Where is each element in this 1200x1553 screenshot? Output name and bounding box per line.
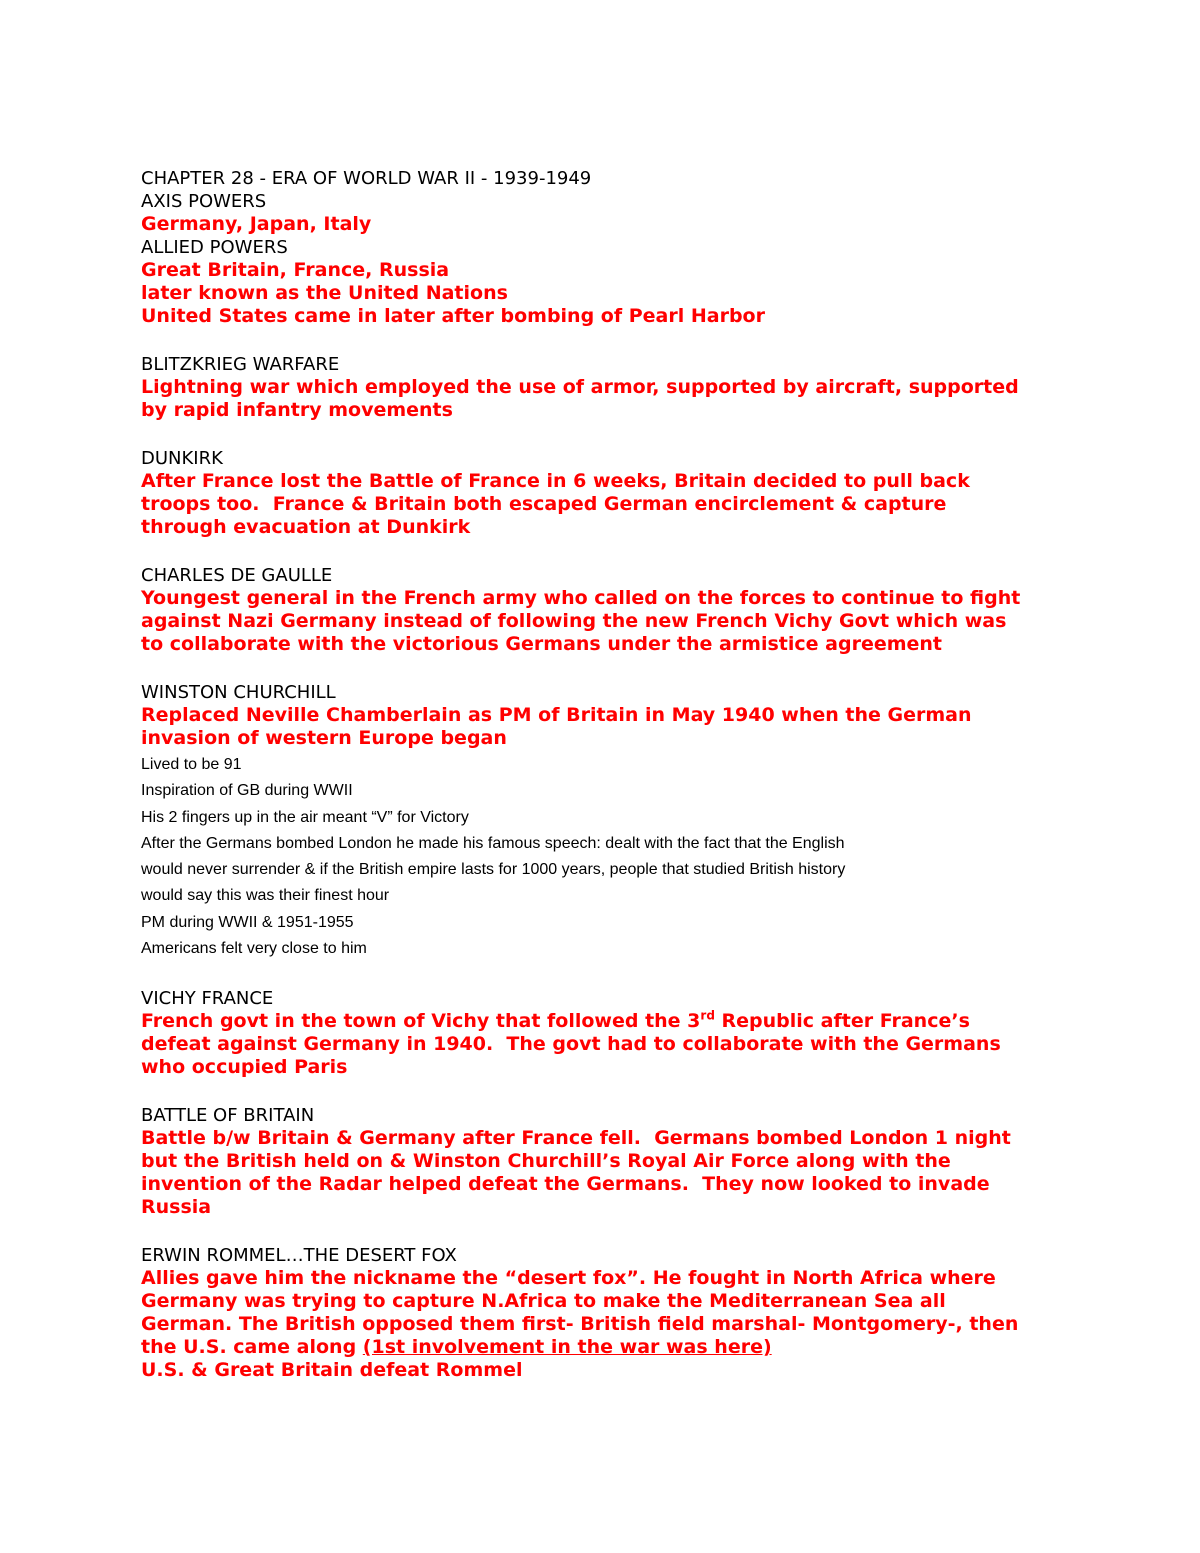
axis-line: Germany, Japan, Italy xyxy=(141,213,372,235)
vichy-line-part: Republic after France’s xyxy=(714,1010,970,1033)
rommel-line-part: the U.S. came along xyxy=(141,1336,363,1359)
churchill-note: would say this was their finest hour xyxy=(141,887,390,905)
churchill-note: PM during WWII & 1951-1955 xyxy=(141,913,354,931)
section-vichy xyxy=(141,962,1081,1079)
rommel-underlined-text: (1st involvement in the war was here) xyxy=(362,1336,772,1359)
section-de-gaulle xyxy=(141,539,1081,656)
degaulle-line: to collaborate with the victorious Germans under the armistice agreement xyxy=(141,633,943,655)
churchill-line: invasion of western Europe began xyxy=(141,727,507,749)
churchill-note: His 2 fingers up in the air meant “V” for Victory xyxy=(141,808,469,826)
rommel-line xyxy=(141,1336,1081,1359)
britain-heading: BATTLE OF BRITAIN xyxy=(141,1105,315,1127)
section-rommel xyxy=(141,1219,1081,1382)
section-churchill xyxy=(141,656,1081,962)
rommel-line: Allies gave him the nickname the “desert fox”. He fought in North Africa where xyxy=(141,1267,996,1290)
rommel-line: German. The British opposed them first- British field marshal- Montgomery-, then xyxy=(141,1313,1019,1336)
section-battle-of-britain xyxy=(141,1079,1081,1219)
allied-line: United States came in later after bombing of Pearl Harbor xyxy=(141,305,765,327)
vichy-line-part: French govt in the town of Vichy that followed the 3 xyxy=(141,1010,701,1033)
churchill-note: Inspiration of GB during WWII xyxy=(141,782,353,800)
britain-line: Battle b/w Britain & Germany after France fell. Germans bombed London 1 night xyxy=(141,1127,1011,1150)
churchill-line: Replaced Neville Chamberlain as PM of Britain in May 1940 when the German xyxy=(141,704,972,726)
allied-line: Great Britain, France, Russia xyxy=(141,259,450,281)
allied-heading: ALLIED POWERS xyxy=(141,237,288,258)
churchill-heading: WINSTON CHURCHILL xyxy=(141,682,336,703)
document-page xyxy=(141,167,1081,1382)
vichy-line: who occupied Paris xyxy=(141,1056,348,1079)
dunkirk-line: After France lost the Battle of France in 6 weeks, Britain decided to pull back xyxy=(141,470,970,492)
blitzkrieg-line: Lightning war which employed the use of armor, supported by aircraft, supported xyxy=(141,376,1019,398)
britain-line: but the British held on & Winston Churchill’s Royal Air Force along with the xyxy=(141,1150,951,1173)
chapter-title: CHAPTER 28 - ERA OF WORLD WAR II - 1939-1949 xyxy=(141,168,592,189)
rommel-line: U.S. & Great Britain defeat Rommel xyxy=(141,1359,523,1382)
degaulle-line: against Nazi Germany instead of following the new French Vichy Govt which was xyxy=(141,610,1007,632)
vichy-line xyxy=(141,1010,1081,1033)
churchill-note: After the Germans bombed London he made his famous speech: dealt with the fact that the English xyxy=(141,834,845,852)
vichy-line: defeat against Germany in 1940. The govt had to collaborate with the Germans xyxy=(141,1033,1001,1056)
blitzkrieg-line: by rapid infantry movements xyxy=(141,399,453,421)
churchill-note: Lived to be 91 xyxy=(141,756,242,773)
vichy-superscript: rd xyxy=(700,1009,715,1024)
blitzkrieg-heading: BLITZKRIEG WARFARE xyxy=(141,354,340,375)
axis-heading: AXIS POWERS xyxy=(141,191,267,212)
dunkirk-line: troops too. France & Britain both escaped German encirclement & capture xyxy=(141,493,947,515)
rommel-heading: ERWIN ROMMEL…THE DESERT FOX xyxy=(141,1245,457,1267)
vichy-heading: VICHY FRANCE xyxy=(141,988,274,1010)
section-intro xyxy=(141,167,1081,328)
section-blitzkrieg xyxy=(141,328,1081,422)
britain-line: invention of the Radar helped defeat the Germans. They now looked to invade xyxy=(141,1173,990,1196)
churchill-note: would never surrender & if the British empire lasts for 1000 years, people that studied British history xyxy=(141,861,846,879)
degaulle-heading: CHARLES DE GAULLE xyxy=(141,565,333,586)
section-dunkirk xyxy=(141,422,1081,539)
dunkirk-heading: DUNKIRK xyxy=(141,448,223,469)
dunkirk-line: through evacuation at Dunkirk xyxy=(141,516,471,538)
britain-line: Russia xyxy=(141,1196,212,1219)
degaulle-line: Youngest general in the French army who called on the forces to continue to fight xyxy=(141,587,1021,609)
churchill-note: Americans felt very close to him xyxy=(141,940,367,958)
allied-line: later known as the United Nations xyxy=(141,282,508,304)
rommel-line: Germany was trying to capture N.Africa to make the Mediterranean Sea all xyxy=(141,1290,946,1313)
